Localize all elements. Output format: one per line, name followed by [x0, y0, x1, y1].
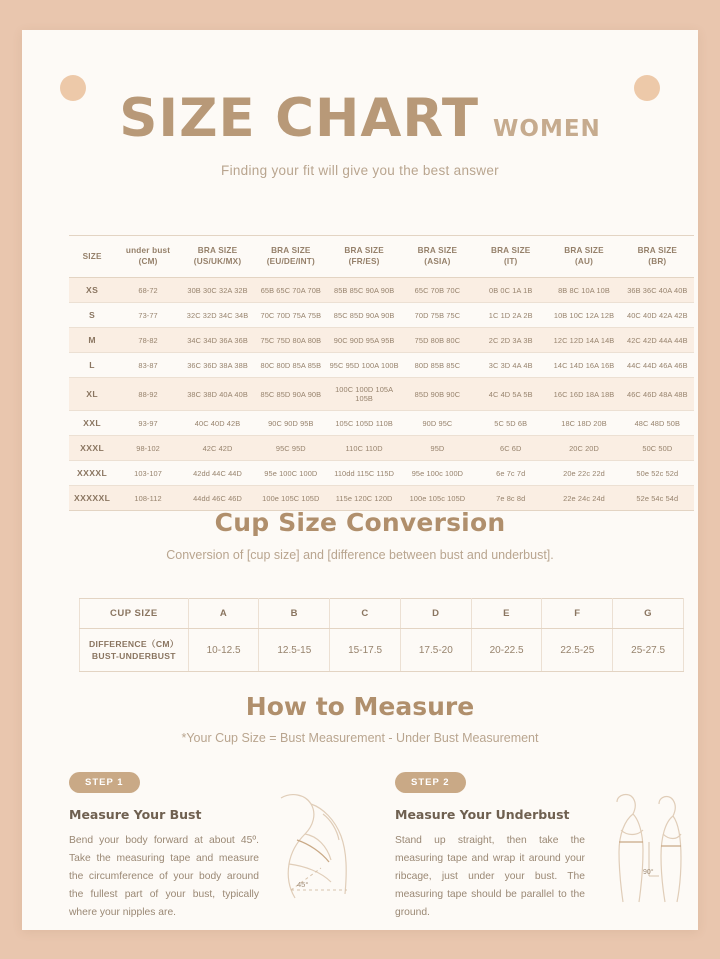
size-table-col-header-1: under bust (CM)	[115, 236, 181, 278]
size-value-cell: 34C 34D 36A 36B	[181, 328, 254, 353]
size-value-cell: 80C 80D 85A 85B	[254, 353, 327, 378]
underbust-measure-illustration	[587, 790, 695, 905]
size-value-cell: 100C 100D 105A 105B	[327, 378, 400, 411]
size-value-cell: 44dd 46C 46D	[181, 486, 254, 511]
size-value-cell: 30B 30C 32A 32B	[181, 278, 254, 303]
size-value-cell: 98-102	[115, 436, 181, 461]
size-value-cell: 95e 100C 100D	[254, 461, 327, 486]
size-value-cell: 100e 105c 105D	[401, 486, 474, 511]
size-value-cell: 40C 40D 42B	[181, 411, 254, 436]
size-value-cell: 90D 95C	[401, 411, 474, 436]
table-row	[69, 278, 694, 303]
size-label-cell: XS	[69, 278, 115, 303]
size-table-col-header-6: BRA SIZE (IT)	[474, 236, 547, 278]
page-title: SIZE CHART	[119, 88, 480, 149]
size-table-header-row	[69, 236, 694, 278]
table-row	[69, 461, 694, 486]
size-label-cell: L	[69, 353, 115, 378]
size-value-cell: 85D 90B 90C	[401, 378, 474, 411]
cup-table-col-header-D: D	[400, 599, 471, 629]
size-label-cell: XL	[69, 378, 115, 411]
cup-section-heading: Cup Size Conversion	[214, 508, 506, 537]
size-value-cell: 20e 22c 22d	[547, 461, 620, 486]
size-value-cell: 93-97	[115, 411, 181, 436]
size-value-cell: 115e 120C 120D	[327, 486, 400, 511]
table-row	[69, 328, 694, 353]
cup-table-col-header-A: A	[188, 599, 259, 629]
size-table-col-header-3: BRA SIZE (EU/DE/INT)	[254, 236, 327, 278]
size-value-cell: 48C 48D 50B	[621, 411, 694, 436]
step-1	[69, 772, 369, 922]
cup-table-col-header-F: F	[542, 599, 613, 629]
cup-section-subheading: Conversion of [cup size] and [difference between bust and underbust].	[166, 548, 554, 562]
cup-table-container	[79, 598, 684, 672]
size-value-cell: 75C 75D 80A 80B	[254, 328, 327, 353]
size-value-cell: 14C 14D 16A 16B	[547, 353, 620, 378]
table-row	[69, 353, 694, 378]
cup-difference-cell: 20-22.5	[471, 629, 542, 672]
cup-table-col-header-B: B	[259, 599, 330, 629]
size-value-cell: 7e 8c 8d	[474, 486, 547, 511]
size-value-cell: 0B 0C 1A 1B	[474, 278, 547, 303]
size-value-cell: 85C 85D 90A 90B	[254, 378, 327, 411]
size-table-container	[69, 235, 694, 511]
cup-table-col-header-C: C	[330, 599, 401, 629]
size-value-cell: 42C 42D	[181, 436, 254, 461]
step-1-angle-label: 45°	[297, 880, 309, 889]
size-label-cell: XXXXXL	[69, 486, 115, 511]
cup-difference-cell: 25-27.5	[613, 629, 684, 672]
size-label-cell: XXL	[69, 411, 115, 436]
size-value-cell: 36C 36D 38A 38B	[181, 353, 254, 378]
size-table-body	[69, 278, 694, 511]
size-table	[69, 235, 694, 511]
cup-table-row-label: DIFFERENCE（CM） BUST-UNDERBUST	[80, 629, 189, 672]
size-value-cell: 65C 70B 70C	[401, 278, 474, 303]
size-value-cell: 2C 2D 3A 3B	[474, 328, 547, 353]
size-label-cell: M	[69, 328, 115, 353]
size-table-col-header-5: BRA SIZE (ASIA)	[401, 236, 474, 278]
size-value-cell: 3C 3D 4A 4B	[474, 353, 547, 378]
cup-table-col-header-E: E	[471, 599, 542, 629]
size-table-col-header-7: BRA SIZE (AU)	[547, 236, 620, 278]
size-table-col-header-2: BRA SIZE (US/UK/MX)	[181, 236, 254, 278]
page-tagline: Finding your fit will give you the best answer	[221, 163, 499, 178]
table-row	[69, 436, 694, 461]
size-value-cell: 90C 90D 95B	[254, 411, 327, 436]
cup-table-head	[80, 599, 684, 629]
size-value-cell: 20C 20D	[547, 436, 620, 461]
size-value-cell: 42dd 44C 44D	[181, 461, 254, 486]
table-row	[69, 378, 694, 411]
size-value-cell: 1C 1D 2A 2B	[474, 303, 547, 328]
step-1-title: Measure Your Bust	[69, 807, 202, 822]
size-value-cell: 42C 42D 44A 44B	[621, 328, 694, 353]
size-value-cell: 75D 80B 80C	[401, 328, 474, 353]
table-row	[69, 303, 694, 328]
cup-size-table	[79, 598, 684, 672]
size-value-cell: 105C 105D 110B	[327, 411, 400, 436]
size-value-cell: 22e 24c 24d	[547, 486, 620, 511]
size-value-cell: 80D 85B 85C	[401, 353, 474, 378]
size-value-cell: 110dd 115C 115D	[327, 461, 400, 486]
step-2	[395, 772, 695, 922]
size-value-cell: 12C 12D 14A 14B	[547, 328, 620, 353]
step-2-body: Stand up straight, then take the measuring tape and wrap it around your ribcage, just under your bust. The measuring tape should be parallel to the ground.	[395, 835, 585, 919]
cup-table-header-row	[80, 599, 684, 629]
page-title-category: WOMEN	[493, 116, 601, 142]
size-value-cell: 52e 54c 54d	[621, 486, 694, 511]
size-value-cell: 95D	[401, 436, 474, 461]
size-label-cell: XXXXL	[69, 461, 115, 486]
size-value-cell: 85C 85D 90A 90B	[327, 303, 400, 328]
size-value-cell: 6e 7c 7d	[474, 461, 547, 486]
size-value-cell: 83-87	[115, 353, 181, 378]
size-table-col-header-0: SIZE	[69, 236, 115, 278]
size-label-cell: S	[69, 303, 115, 328]
size-value-cell: 110C 110D	[327, 436, 400, 461]
size-value-cell: 6C 6D	[474, 436, 547, 461]
cup-difference-cell: 15-17.5	[330, 629, 401, 672]
size-value-cell: 18C 18D 20B	[547, 411, 620, 436]
size-value-cell: 85B 85C 90A 90B	[327, 278, 400, 303]
size-table-head	[69, 236, 694, 278]
size-value-cell: 10B 10C 12A 12B	[547, 303, 620, 328]
size-value-cell: 78-82	[115, 328, 181, 353]
cup-difference-cell: 22.5-25	[542, 629, 613, 672]
size-value-cell: 70D 75B 75C	[401, 303, 474, 328]
step-2-title: Measure Your Underbust	[395, 807, 570, 822]
cup-table-col-header-label: CUP SIZE	[80, 599, 189, 629]
measure-section-heading: How to Measure	[245, 692, 475, 721]
table-row	[69, 486, 694, 511]
size-value-cell: 38C 38D 40A 40B	[181, 378, 254, 411]
bust-measure-illustration	[261, 790, 369, 905]
size-value-cell: 68-72	[115, 278, 181, 303]
measure-section-subheading: *Your Cup Size = Bust Measurement - Under Bust Measurement	[181, 731, 539, 745]
size-value-cell: 4C 4D 5A 5B	[474, 378, 547, 411]
size-value-cell: 46C 46D 48A 48B	[621, 378, 694, 411]
size-value-cell: 32C 32D 34C 34B	[181, 303, 254, 328]
title-row	[22, 88, 698, 149]
size-value-cell: 40C 40D 42A 42B	[621, 303, 694, 328]
cup-difference-cell: 10-12.5	[188, 629, 259, 672]
size-value-cell: 8B 8C 10A 10B	[547, 278, 620, 303]
size-value-cell: 108-112	[115, 486, 181, 511]
measure-steps	[69, 772, 695, 922]
size-value-cell: 5C 5D 6B	[474, 411, 547, 436]
size-value-cell: 44C 44D 46A 46B	[621, 353, 694, 378]
cup-table-col-header-G: G	[613, 599, 684, 629]
size-value-cell: 73-77	[115, 303, 181, 328]
step-1-badge: STEP 1	[69, 772, 140, 793]
size-value-cell: 16C 16D 18A 18B	[547, 378, 620, 411]
size-value-cell: 50C 50D	[621, 436, 694, 461]
size-value-cell: 36B 36C 40A 40B	[621, 278, 694, 303]
chart-sheet	[22, 30, 698, 930]
page-header	[22, 88, 698, 178]
step-2-angle-label: 90°	[643, 869, 654, 876]
cup-difference-cell: 12.5-15	[259, 629, 330, 672]
size-table-col-header-8: BRA SIZE (BR)	[621, 236, 694, 278]
size-value-cell: 70C 70D 75A 75B	[254, 303, 327, 328]
table-row	[69, 411, 694, 436]
cup-table-body	[80, 629, 684, 672]
cup-table-row	[80, 629, 684, 672]
size-value-cell: 95C 95D	[254, 436, 327, 461]
measure-section-header	[22, 692, 698, 745]
size-value-cell: 95e 100c 100D	[401, 461, 474, 486]
step-1-body: Bend your body forward at about 45º. Take the measuring tape and measure the circumference of your body around the fullest part of your bust, typically where your nipples are.	[69, 835, 259, 919]
size-table-col-header-4: BRA SIZE (FR/ES)	[327, 236, 400, 278]
size-value-cell: 100e 105C 105D	[254, 486, 327, 511]
size-value-cell: 88-92	[115, 378, 181, 411]
size-value-cell: 50e 52c 52d	[621, 461, 694, 486]
size-value-cell: 65B 65C 70A 70B	[254, 278, 327, 303]
cup-section-header	[22, 508, 698, 562]
size-value-cell: 95C 95D 100A 100B	[327, 353, 400, 378]
cup-difference-cell: 17.5-20	[400, 629, 471, 672]
size-value-cell: 103-107	[115, 461, 181, 486]
size-label-cell: XXXL	[69, 436, 115, 461]
size-value-cell: 90C 90D 95A 95B	[327, 328, 400, 353]
step-2-badge: STEP 2	[395, 772, 466, 793]
